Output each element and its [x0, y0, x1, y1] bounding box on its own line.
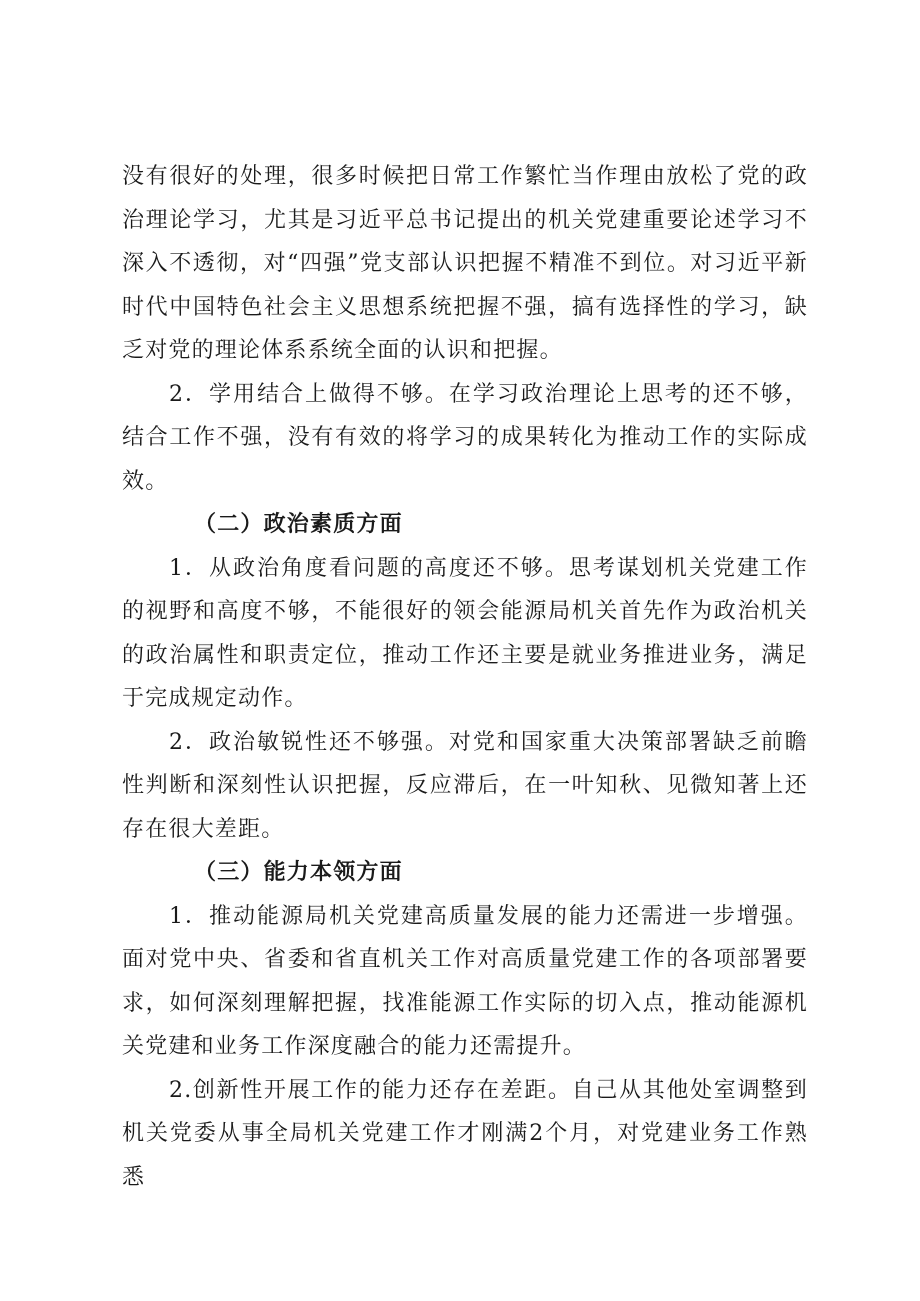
paragraph-development-capability: 1．推动能源局机关党建高质量发展的能力还需进一步增强。面对党中央、省委和省直机关工作对高质量党建工作的各项部署要求，如何深刻理解把握，找准能源工作实际的切入点，推动能源机关党建和业务工作深度融合的能力还需提升。	[122, 903, 808, 1059]
section-heading-capability: （三）能力本领方面	[194, 860, 403, 885]
paragraph-continuation: 没有很好的处理，很多时候把日常工作繁忙当作理由放松了党的政治理论学习，尤其是习近平总书记提出的机关党建重要论述学习不深入不透彻，对“四强”党支部认识把握不精准不到位。对习近平新时代中国特色社会主义思想系统把握不强，搞有选择性的学习，缺乏对党的理论体系系统全面的认识和把握。	[122, 164, 808, 363]
paragraph-innovation-capability: 2.创新性开展工作的能力还存在差距。自己从其他处室调整到机关党委从事全局机关党建工作才刚满2个月，对党建业务工作熟悉	[122, 1077, 808, 1190]
paragraph-study-application: 2．学用结合上做得不够。在学习政治理论上思考的还不够，结合工作不强，没有有效的将学习的成果转化为推动工作的实际成效。	[122, 381, 808, 494]
document-body	[122, 155, 808, 1199]
paragraph-political-perspective: 1．从政治角度看问题的高度还不够。思考谋划机关党建工作的视野和高度不够，不能很好的领会能源局机关首先作为政治机关的政治属性和职责定位，推动工作还主要是就业务推进业务，满足于完成规定动作。	[122, 555, 808, 711]
paragraph-political-sensitivity: 2．政治敏锐性还不够强。对党和国家重大决策部署缺乏前瞻性判断和深刻性认识把握，反应滞后，在一叶知秋、见微知著上还存在很大差距。	[122, 729, 808, 842]
section-heading-political-quality: （二）政治素质方面	[194, 512, 403, 537]
